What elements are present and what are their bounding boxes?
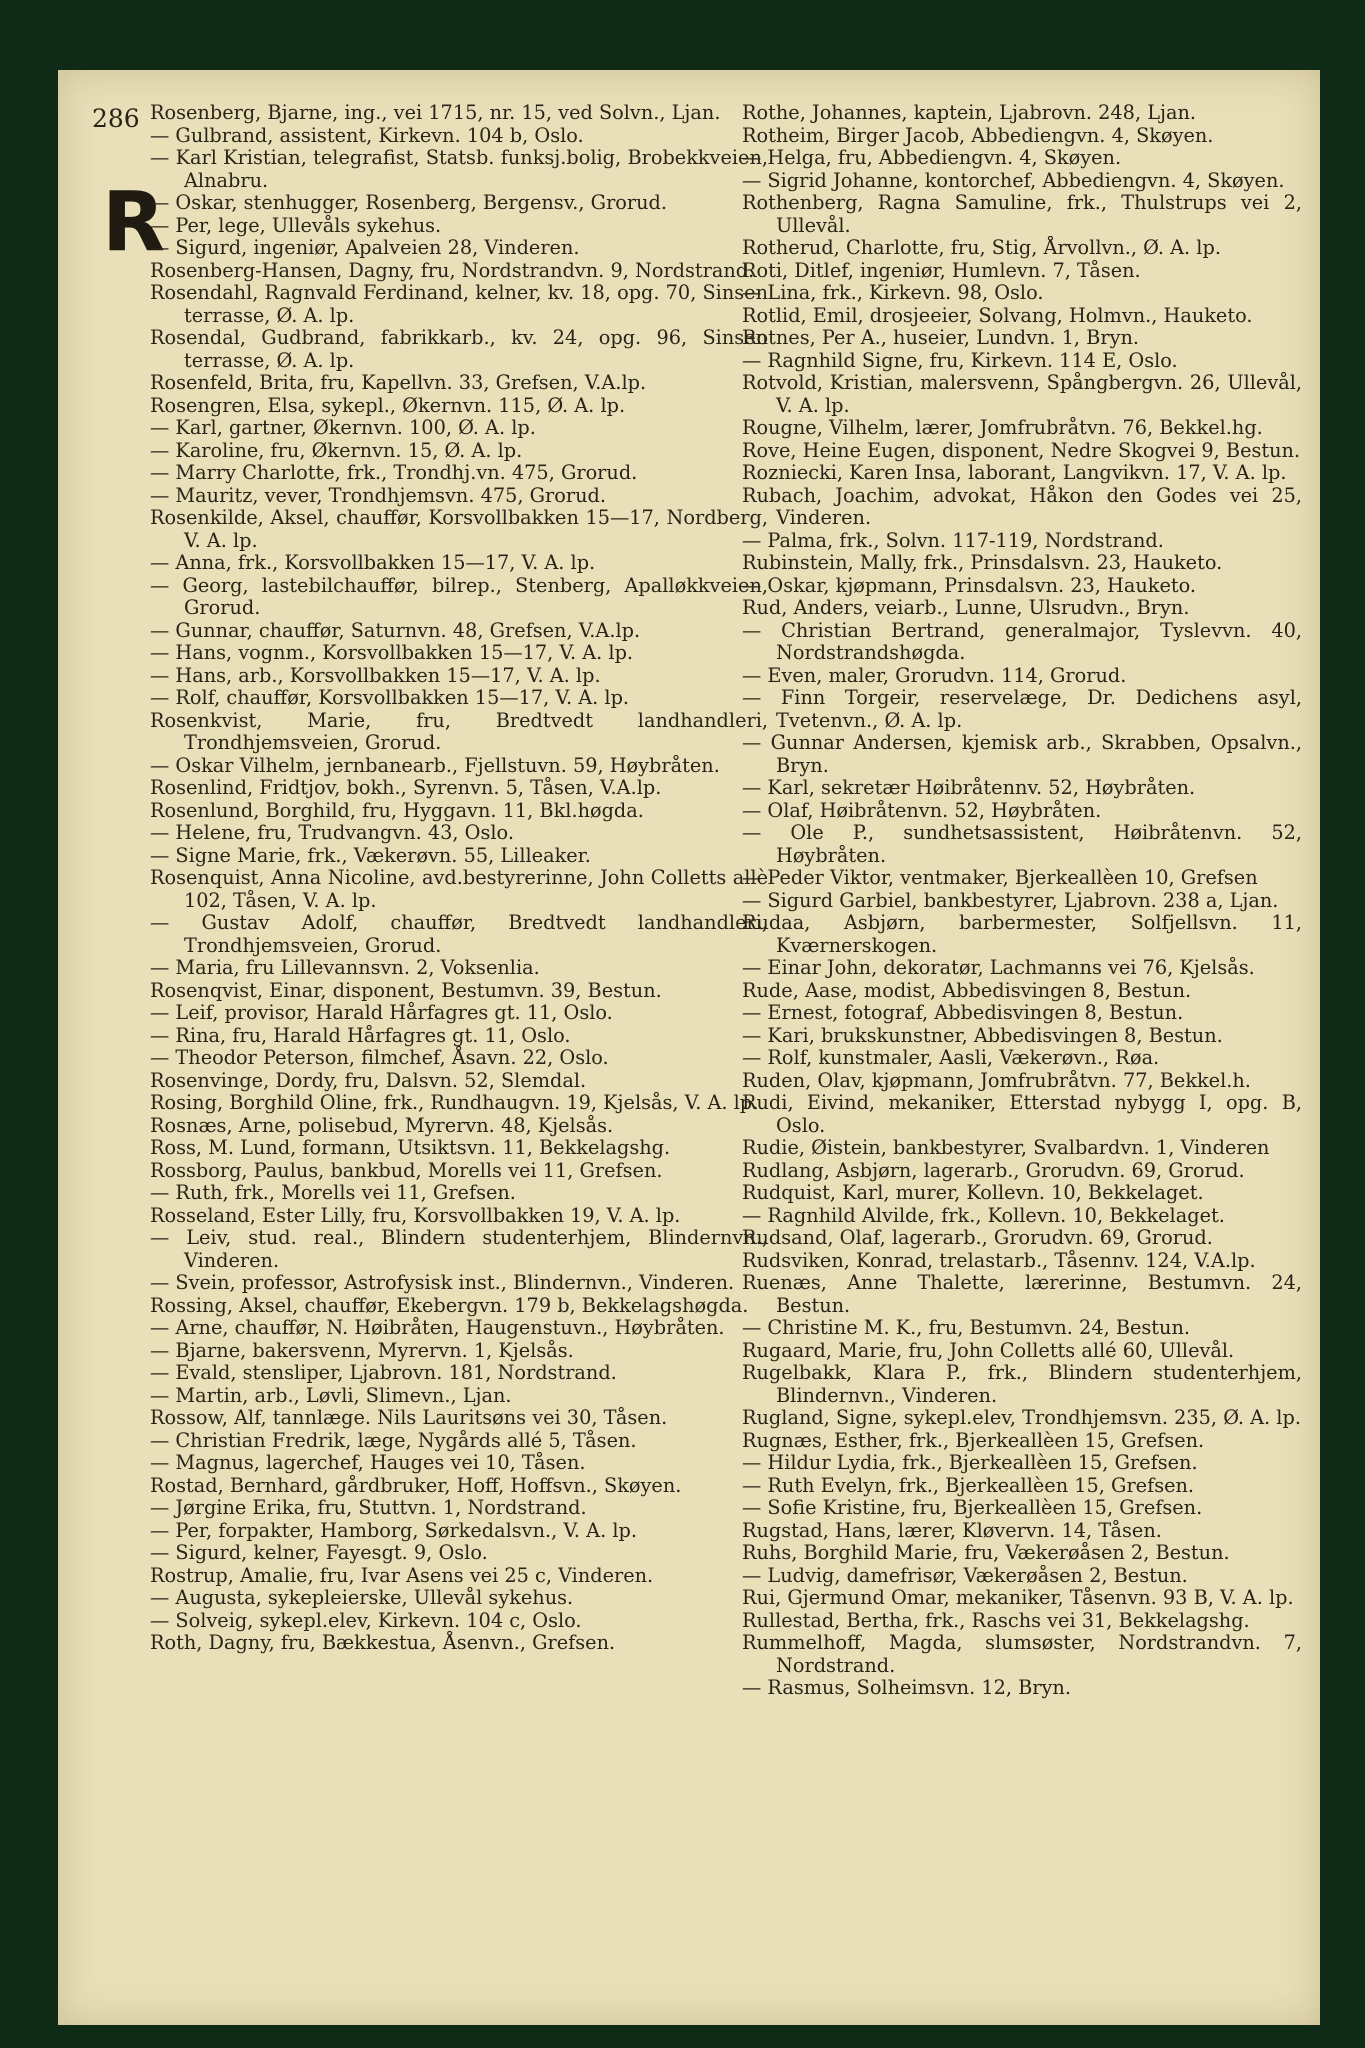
directory-entry: Rosenberg, Bjarne, ing., vei 1715, nr. 15, ved Solvn., Ljan.	[150, 101, 721, 124]
directory-entry: Rotherud, Charlotte, fru, Stig, Årvollvn., Ø. A. lp.	[742, 236, 1221, 259]
directory-entry: Rotheim, Birger Jacob, Abbediengvn. 4, Skøyen.	[742, 123, 1214, 147]
directory-entry: — Palma, frk., Solvn. 117-119, Nordstrand.	[742, 528, 1164, 552]
directory-entry: Rosenberg-Hansen, Dagny, fru, Nordstrandvn. 9, Nordstrand.	[150, 258, 755, 282]
directory-entry: — Rasmus, Solheimsvn. 12, Bryn.	[742, 1676, 1071, 1699]
directory-entry: Rougne, Vilhelm, lærer, Jomfrubråtvn. 76, Bekkel.hg.	[742, 416, 1263, 439]
directory-entry: — Oskar, kjøpmann, Prinsdalsvn. 23, Hauketo.	[742, 573, 1197, 597]
directory-entry: Rotlid, Emil, drosjeeier, Solvang, Holmvn., Hauketo.	[742, 303, 1253, 327]
directory-entry: Rosenlind, Fridtjov, bokh., Syrenvn. 5, Tåsen, V.A.lp.	[150, 776, 662, 799]
directory-entry: — Karl Kristian, telegrafist, Statsb. funksj.bolig, Brobekkveien, Alnabru.	[150, 146, 768, 192]
directory-entry: — Magnus, lagerchef, Hauges vei 10, Tåsen.	[150, 1451, 586, 1474]
directory-entry: — Hans, arb., Korsvollbakken 15—17, V. A. lp.	[150, 663, 601, 687]
directory-entry: — Jørgine Erika, fru, Stuttvn. 1, Nordstrand.	[150, 1496, 587, 1519]
directory-entry: Rubinstein, Mally, frk., Prinsdalsvn. 23, Hauketo.	[742, 551, 1223, 574]
directory-page	[58, 70, 1320, 2025]
directory-entry: — Anna, frk., Korsvollbakken 15—17, V. A. lp.	[150, 551, 596, 574]
directory-entry: Rummelhoff, Magda, slumsøster, Nordstrandvn. 7, Nordstrand.	[742, 1631, 1302, 1677]
directory-entry: — Karl, gartner, Økernvn. 100, Ø. A. lp.	[150, 416, 536, 439]
directory-entry: — Sigurd Garbiel, bankbestyrer, Ljabrovn. 238 a, Ljan.	[742, 888, 1279, 912]
directory-entry: Rudie, Øistein, bankbestyrer, Svalbardvn. 1, Vinderen	[742, 1136, 1270, 1159]
directory-entry: — Theodor Peterson, filmchef, Åsavn. 22, Oslo.	[150, 1046, 609, 1069]
directory-entry: — Sigurd, kelner, Fayesgt. 9, Oslo.	[150, 1541, 488, 1564]
directory-entry: — Gunnar, chauffør, Saturnvn. 48, Grefsen, V.A.lp.	[150, 618, 641, 642]
directory-entry: — Finn Torgeir, reservelæge, Dr. Dedichens asyl, Tvetenvn., Ø. A. lp.	[742, 686, 1302, 732]
right-column	[742, 102, 1302, 1700]
directory-entry: Rui, Gjermund Omar, mekaniker, Tåsenvn. 93 B, V. A. lp.	[742, 1586, 1294, 1609]
directory-entry: — Christian Fredrik, læge, Nygårds allé 5, Tåsen.	[150, 1428, 637, 1452]
directory-entry: Rudaa, Asbjørn, barbermester, Solfjellsvn. 11, Kværnerskogen.	[742, 911, 1302, 957]
directory-entry: Rubach, Joachim, advokat, Håkon den Godes vei 25, Vinderen.	[742, 483, 1302, 529]
directory-entry: Rosenkilde, Aksel, chauffør, Korsvollbakken 15—17, Nordberg, V. A. lp.	[150, 506, 768, 552]
directory-entry: Rullestad, Bertha, frk., Raschs vei 31, Bekkelagshg.	[742, 1608, 1250, 1632]
directory-entry: — Evald, stensliper, Ljabrovn. 181, Nordstrand.	[150, 1361, 617, 1384]
directory-entry: — Sofie Kristine, fru, Bjerkeallèen 15, Grefsen.	[742, 1496, 1203, 1519]
directory-entry: — Sigrid Johanne, kontorchef, Abbediengvn. 4, Skøyen.	[742, 168, 1285, 192]
directory-entry: — Mauritz, vever, Trondhjemsvn. 475, Grorud.	[150, 483, 606, 507]
directory-entry: Rossing, Aksel, chauffør, Ekebergvn. 179 b, Bekkelagshøgda.	[150, 1293, 749, 1317]
directory-entry: Rude, Aase, modist, Abbedisvingen 8, Bestun.	[742, 978, 1192, 1002]
directory-entry: — Marry Charlotte, frk., Trondhj.vn. 475, Grorud.	[150, 461, 638, 484]
directory-entry: — Augusta, sykepleierske, Ullevål sykehus.	[150, 1586, 574, 1609]
directory-entry: — Per, forpakter, Hamborg, Sørkedalsvn., V. A. lp.	[150, 1518, 637, 1542]
directory-entry: Rossow, Alf, tannlæge. Nils Lauritsøns vei 30, Tåsen.	[150, 1406, 668, 1429]
directory-entry: — Olaf, Høibråtenvn. 52, Høybråten.	[742, 798, 1102, 822]
directory-entry: — Lina, frk., Kirkevn. 98, Oslo.	[742, 281, 1044, 304]
directory-entry: Rozniecki, Karen Insa, laborant, Langvikvn. 17, V. A. lp.	[742, 461, 1287, 484]
directory-entry: — Leiv, stud. real., Blindern studenterhjem, Blindernvn., Vinderen.	[150, 1226, 768, 1272]
directory-entry: Rothe, Johannes, kaptein, Ljabrovn. 248, Ljan.	[742, 101, 1197, 124]
directory-entry: Rosenqvist, Einar, disponent, Bestumvn. 39, Bestun.	[150, 978, 662, 1002]
directory-entry: Rosendahl, Ragnvald Ferdinand, kelner, kv. 18, opg. 70, Sinsen terrasse, Ø. A. lp.	[150, 281, 768, 327]
directory-entry: Rosnæs, Arne, polisebud, Myrervn. 48, Kjelsås.	[150, 1113, 614, 1137]
directory-entry: Roti, Ditlef, ingeniør, Humlevn. 7, Tåsen.	[742, 258, 1141, 282]
directory-entry: — Gulbrand, assistent, Kirkevn. 104 b, Oslo.	[150, 123, 584, 147]
directory-entry: — Ragnhild Signe, fru, Kirkevn. 114 E, Oslo.	[742, 348, 1178, 372]
directory-entry: — Ole P., sundhetsassistent, Høibråtenvn. 52, Høybråten.	[742, 821, 1302, 867]
directory-entry: Rugland, Signe, sykepl.elev, Trondhjemsvn. 235, Ø. A. lp.	[742, 1406, 1301, 1429]
directory-entry: Rugstad, Hans, lærer, Kløvervn. 14, Tåsen.	[742, 1518, 1162, 1542]
directory-entry: — Karl, sekretær Høibråtennv. 52, Høybråten.	[742, 776, 1196, 799]
directory-entry: — Rina, fru, Harald Hårfagres gt. 11, Oslo.	[150, 1023, 571, 1047]
directory-entry: — Ludvig, damefrisør, Vækerøåsen 2, Bestun.	[742, 1563, 1188, 1587]
section-letter: R	[102, 175, 166, 270]
directory-entry: — Hans, vognm., Korsvollbakken 15—17, V. A. lp.	[150, 641, 634, 664]
directory-entry: Rosengren, Elsa, sykepl., Økernvn. 115, Ø. A. lp.	[150, 393, 626, 417]
directory-entry: Rosseland, Ester Lilly, fru, Korsvollbakken 19, V. A. lp.	[150, 1203, 681, 1227]
directory-entry: Ruenæs, Anne Thalette, lærerinne, Bestumvn. 24, Bestun.	[742, 1271, 1302, 1317]
directory-entry: Rosenquist, Anna Nicoline, avd.bestyrerinne, John Colletts allè 102, Tåsen, V. A. lp.	[150, 866, 768, 912]
directory-entry: Rostad, Bernhard, gårdbruker, Hoff, Hoffsvn., Skøyen.	[150, 1473, 682, 1497]
directory-entry: — Ragnhild Alvilde, frk., Kollevn. 10, Bekkelaget.	[742, 1203, 1225, 1227]
directory-entry: — Solveig, sykepl.elev, Kirkevn. 104 c, Oslo.	[150, 1608, 582, 1632]
directory-entry: Rove, Heine Eugen, disponent, Nedre Skogvei 9, Bestun.	[742, 438, 1301, 462]
directory-entry: — Helga, fru, Abbediengvn. 4, Skøyen.	[742, 146, 1122, 169]
directory-entry: — Signe Marie, frk., Vækerøvn. 55, Lilleaker.	[150, 843, 591, 867]
directory-entry: — Ruth Evelyn, frk., Bjerkeallèen 15, Grefsen.	[742, 1473, 1195, 1497]
left-column	[150, 102, 768, 1655]
directory-entry: Rudsviken, Konrad, trelastarb., Tåsennv. 124, V.A.lp.	[742, 1248, 1256, 1272]
directory-entry: Rugaard, Marie, fru, John Colletts allé 60, Ullevål.	[742, 1338, 1235, 1362]
directory-entry: — Leif, provisor, Harald Hårfagres gt. 11, Oslo.	[150, 1001, 613, 1024]
directory-entry: Rotvold, Kristian, malersvenn, Spångbergvn. 26, Ullevål, V. A. lp.	[742, 371, 1302, 417]
directory-entry: Rosendal, Gudbrand, fabrikkarb., kv. 24, opg. 96, Sinsen terrasse, Ø. A. lp.	[150, 326, 768, 372]
directory-entry: Rostrup, Amalie, fru, Ivar Asens vei 25 c, Vinderen.	[150, 1563, 654, 1587]
directory-entry: Rosenvinge, Dordy, fru, Dalsvn. 52, Slemdal.	[150, 1068, 587, 1092]
directory-entry: — Kari, brukskunstner, Abbedisvingen 8, Bestun.	[742, 1023, 1223, 1047]
directory-entry: Roth, Dagny, fru, Bækkestua, Åsenvn., Grefsen.	[150, 1631, 616, 1654]
directory-entry: — Rolf, chauffør, Korsvollbakken 15—17, V. A. lp.	[150, 686, 630, 709]
directory-entry: Ruden, Olav, kjøpmann, Jomfrubråtvn. 77, Bekkel.h.	[742, 1068, 1251, 1092]
directory-entry: Ross, M. Lund, formann, Utsiktsvn. 11, Bekkelagshg.	[150, 1136, 671, 1159]
directory-entry: — Georg, lastebilchauffør, bilrep., Stenberg, Apalløkkveien, Grorud.	[150, 573, 768, 619]
directory-entry: — Einar John, dekoratør, Lachmanns vei 76, Kjelsås.	[742, 956, 1255, 979]
directory-entry: Rossborg, Paulus, bankbud, Morells vei 11, Grefsen.	[150, 1158, 663, 1182]
directory-entry: Rugelbakk, Klara P., frk., Blindern studenterhjem, Blindernvn., Vinderen.	[742, 1361, 1302, 1407]
directory-entry: — Gustav Adolf, chauffør, Bredtvedt landhandleri, Trondhjemsveien, Grorud.	[150, 911, 768, 957]
directory-entry: Rosenkvist, Marie, fru, Bredtvedt landhandleri, Trondhjemsveien, Grorud.	[150, 708, 768, 754]
directory-entry: — Gunnar Andersen, kjemisk arb., Skrabben, Opsalvn., Bryn.	[742, 731, 1302, 777]
directory-entry: — Karoline, fru, Økernvn. 15, Ø. A. lp.	[150, 438, 523, 462]
directory-entry: — Martin, arb., Løvli, Slimevn., Ljan.	[150, 1383, 512, 1407]
directory-entry: Rosenfeld, Brita, fru, Kapellvn. 33, Grefsen, V.A.lp.	[150, 371, 647, 394]
directory-entry: — Ruth, frk., Morells vei 11, Grefsen.	[150, 1181, 516, 1204]
directory-entry: Rudquist, Karl, murer, Kollevn. 10, Bekkelaget.	[742, 1181, 1204, 1204]
directory-entry: — Per, lege, Ullevåls sykehus.	[150, 213, 442, 237]
directory-entry: Rudi, Eivind, mekaniker, Etterstad nybygg I, opg. B, Oslo.	[742, 1091, 1302, 1137]
directory-entry: Rosenlund, Borghild, fru, Hyggavn. 11, Bkl.høgda.	[150, 798, 644, 822]
directory-entry: Rugnæs, Esther, frk., Bjerkeallèen 15, Grefsen.	[742, 1428, 1205, 1452]
page-number: 286	[92, 104, 140, 133]
directory-entry: — Sigurd, ingeniør, Apalveien 28, Vinderen.	[150, 236, 580, 259]
directory-entry: — Oskar Vilhelm, jernbanearb., Fjellstuvn. 59, Høybråten.	[150, 753, 720, 777]
directory-entry: — Hildur Lydia, frk., Bjerkeallèen 15, Grefsen.	[742, 1451, 1198, 1474]
directory-entry: — Arne, chauffør, N. Høibråten, Haugenstuvn., Høybråten.	[150, 1316, 725, 1339]
directory-entry: Rudlang, Asbjørn, lagerarb., Grorudvn. 69, Grorud.	[742, 1158, 1245, 1182]
directory-entry: Rud, Anders, veiarb., Lunne, Ulsrudvn., Bryn.	[742, 596, 1190, 619]
directory-entry: — Helene, fru, Trudvangvn. 43, Oslo.	[150, 821, 514, 844]
directory-entry: — Rolf, kunstmaler, Aasli, Vækerøvn., Røa.	[742, 1046, 1160, 1069]
directory-entry: — Peder Viktor, ventmaker, Bjerkeallèen 10, Grefsen	[742, 866, 1258, 889]
directory-entry: — Oskar, stenhugger, Rosenberg, Bergensv., Grorud.	[150, 191, 668, 214]
directory-entry: — Bjarne, bakersvenn, Myrervn. 1, Kjelsås.	[150, 1338, 574, 1362]
directory-entry: — Christine M. K., fru, Bestumvn. 24, Bestun.	[742, 1316, 1191, 1339]
directory-entry: Rosing, Borghild Oline, frk., Rundhaugvn. 19, Kjelsås, V. A. lp.	[150, 1091, 759, 1114]
directory-entry: Ruhs, Borghild Marie, fru, Vækerøåsen 2, Bestun.	[742, 1541, 1230, 1564]
directory-entry: — Ernest, fotograf, Abbedisvingen 8, Bestun.	[742, 1001, 1184, 1024]
directory-entry: Rotnes, Per A., huseier, Lundvn. 1, Bryn.	[742, 326, 1140, 349]
directory-entry: — Maria, fru Lillevannsvn. 2, Voksenlia.	[150, 956, 540, 979]
directory-entry: Rudsand, Olaf, lagerarb., Grorudvn. 69, Grorud.	[742, 1226, 1213, 1249]
directory-entry: — Christian Bertrand, generalmajor, Tyslevvn. 40, Nordstrandshøgda.	[742, 618, 1302, 664]
directory-entry: — Svein, professor, Astrofysisk inst., Blindernvn., Vinderen.	[150, 1271, 735, 1294]
directory-entry: Rothenberg, Ragna Samuline, frk., Thulstrups vei 2, Ullevål.	[742, 191, 1302, 237]
directory-entry: — Even, maler, Grorudvn. 114, Grorud.	[742, 663, 1127, 687]
